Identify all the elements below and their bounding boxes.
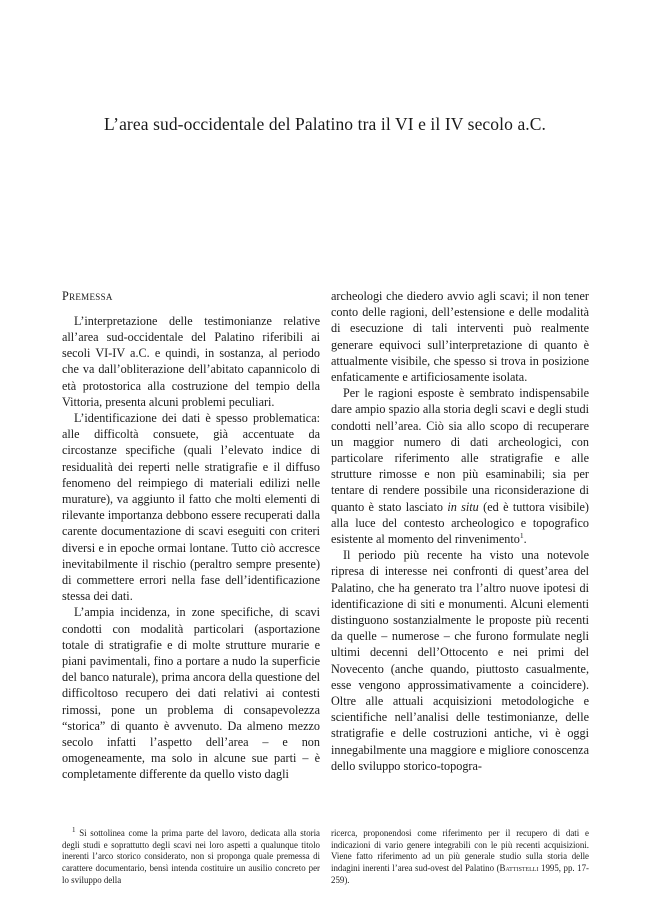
section-heading: Premessa <box>62 289 113 303</box>
footnote-1-continued <box>331 828 589 887</box>
paragraph-5-text-b: (ed è tuttora visibile) alla luce del contesto archeologico e topografico esistente al momento del rinvenimento <box>331 499 589 547</box>
paragraph-5-end: . <box>523 532 527 547</box>
paragraph-6: Il periodo più recente ha visto una notevole ripresa di interesse nei confronti di quest’area del Palatino, che ha generato tra l’altro nuove ipotesi di identificazione di siti e monumenti. Alcuni elementi distinguono sostanzialmente le proposte più recenti da quelle – numerose – che furono formulate negli ultimi decenni dell’Ottocento e nei primi del Novecento (anche quando, piuttosto casualmente, esse vengono approssimativamente a coincidere). Oltre alle attuali acquisizioni metodologiche e scientifiche nell’analisi delle testimonianze, delle stratigrafie e delle costruzioni antiche, vi è oggi innegabilmente una maggiore e migliore conoscenza dello sviluppo storico-topogra- <box>331 548 589 773</box>
paragraph-5 <box>331 385 589 547</box>
citation-author: Battistelli <box>499 863 539 874</box>
left-column <box>62 288 320 783</box>
footnote-1 <box>62 828 320 887</box>
footnote-reference[interactable]: 1 <box>519 530 524 540</box>
paragraph-4: archeologi che diedero avvio agli scavi; il non tener conto delle ragioni, dell’estensione e delle modalità di esecuzione di tali interventi può realmente generare equivoci sull’interpretazione di quanto è attualmente visibile, che spesso si trova in posizione enfaticamente e artificiosamente isolata. <box>331 289 589 385</box>
footnote-right <box>331 828 589 887</box>
paragraph-2: L’identificazione dei dati è spesso problematica: alle difficoltà consuete, già accentuate da circostanze specifiche (quali l’elevato indice di residualità dei reperti nelle stratigrafie e il diffuso fenomeno del reimpiego di materiali edilizi nelle murature), va aggiunto il fatto che molti elementi di rilevante importanza debbono essere recuperati dalla carente documentazione di scavi eseguiti con criteri diversi e in epoche ormai lontane. Tutto ciò accresce inevitabilmente il rischio (peraltro sempre presente) di commettere errori nella fase dell’identificazione stessa dei dati. <box>62 410 320 604</box>
paragraph-3: L’ampia incidenza, in zone specifiche, di scavi condotti con modalità particolari (asportazione totale di stratigrafie e di molte strutture murarie e piani pavimentali, fino a portare a nudo la superficie del banco naturale), prima ancora della questione del difficoltoso recupero dei dati relativi ai contesti rimossi, pone un problema di consapevolezza “storica” di quanto è avvenuto. Da almeno mezzo secolo infatti l’aspetto dell’area – e non omogeneamente, ma solo in alcune sue parti – è completamente differente da quello visto dagli <box>62 605 320 782</box>
paragraph-5-text-a: Per le ragioni esposte è sembrato indispensabile dare ampio spazio alla storia degli scavi e degli studi condotti nell’area. Ciò sia allo scopo di recuperare un maggior numero di dati archeologici, con particolare riferimento alle stratigrafie e alle strutture rimosse e non più esaminabili; sia per tentare di rendere possibile una riconsiderazione di quanto è stato lasciato <box>331 386 589 514</box>
footnote-continued-text-b: 1995, pp. 17-259). <box>331 863 589 885</box>
right-column <box>331 288 589 774</box>
italic-in-situ: in situ <box>447 499 479 514</box>
footnote-1-text: Si sottolinea come la prima parte del lavoro, dedicata alla storia degli studi e soprattutto degli scavi nei loro aspetti a qualunque titolo inerenti l’arco storico considerato, non si proponga quale premessa di carattere documentario, bensì intenda costituire un ausilio concreto per lo sviluppo della <box>62 828 321 885</box>
footnote-continued-text-a: ricerca, proponendosi come riferimento per il recupero di dati e indicazioni di vario genere integrabili con le più recenti acquisizioni. Viene fatto riferimento ad un più generale studio sulla storia delle indagini inerenti l’area sud-ovest del Palatino ( <box>331 828 589 874</box>
article-title: L’area sud-occidentale del Palatino tra il VI e il IV secolo a.C. <box>103 114 547 134</box>
paragraph-1: L’interpretazione delle testimonianze relative all’area sud-occidentale del Palatino riferibili ai secoli VI-IV a.C. e quindi, in sostanza, al periodo che va dall’obliterazione dell’abitato capannicolo di età protostorica alla costruzione del tempio della Vittoria, presenta alcuni problemi peculiari. <box>62 313 320 409</box>
footnote-marker: 1 <box>72 826 76 835</box>
footnote-left <box>62 828 320 887</box>
